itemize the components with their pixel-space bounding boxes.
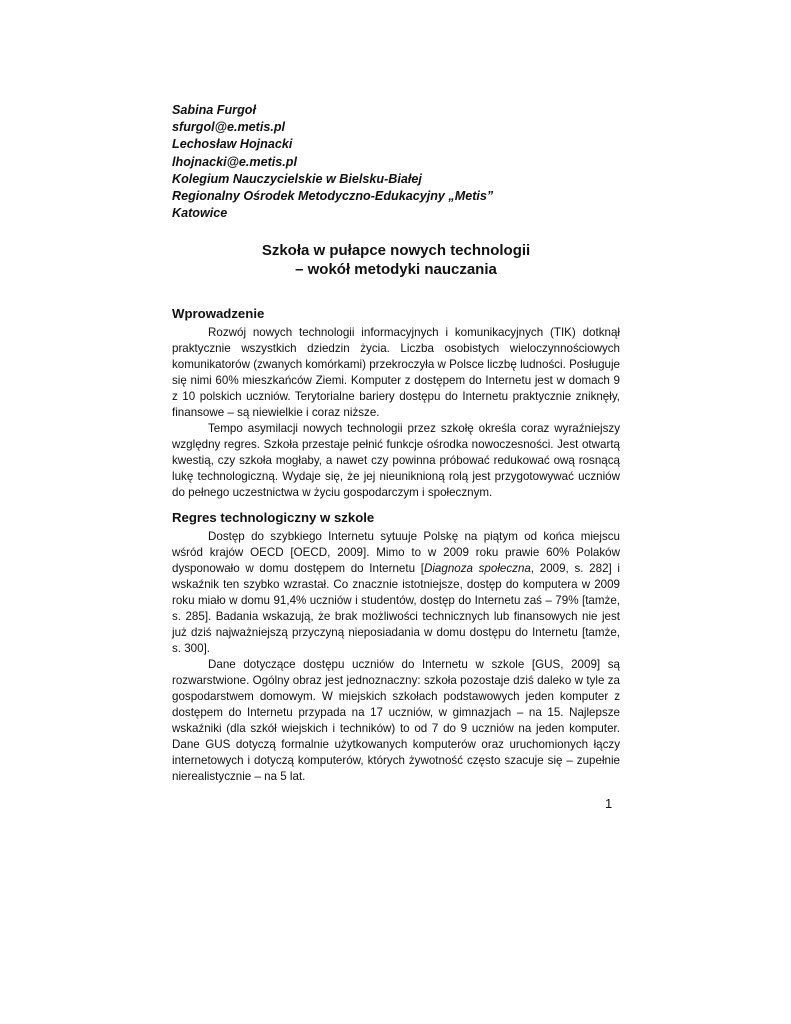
paragraph <box>172 529 620 657</box>
author-email: lhojnacki@e.metis.pl <box>172 154 297 169</box>
title-line-2: – wokół metodyki nauczania <box>295 261 497 279</box>
paragraph-text: Dostęp do szybkiego Internetu sytuuje Polskę na piątym od końca miejscu wśród krajów OECD [OECD, 2009]. Mimo to w 2009 roku prawie 60% Polaków dysponowało w domu dostępem do Internetu [ <box>172 530 620 576</box>
title-line-1: Szkoła w pułapce nowych technologii <box>261 242 531 260</box>
affiliation: Kolegium Nauczycielskie w Bielsku-Białej <box>172 171 422 186</box>
section-heading-regres: Regres technologiczny w szkole <box>172 510 375 526</box>
paragraph-text: , 2009, s. 282] i wskaźnik ten szybko wzrastał. Co znacznie istotniejsze, dostęp do komputera w 2009 roku miało w domu 91,4% uczniów i studentów, dostęp do Internetu zaś – 79% [tamże, s. 285]. Badania wskazują, że brak możliwości technicznych lub finansowych nie jest już dziś najważniejszą przyczyną nieposiadania w domu dostępu do Internetu [tamże, s. 300]. <box>172 562 620 656</box>
paragraph: Tempo asymilacji nowych technologii przez szkołę określa coraz wyraźniejszy względny regres. Szkoła przestaje pełnić funkcje ośrodka nowoczesności. Jest otwartą kwestią, czy szkoła mogłaby, a nawet czy powinna próbować redukować ową rosnącą lukę technologiczną. Wydaje się, że jej nieuniknioną rolą jest przygotowywać uczniów do pełnego uczestnictwa w życiu gospodarczym i społecznym. <box>172 422 620 500</box>
citation-title: Diagnoza społeczna <box>423 562 531 576</box>
section-heading-introduction: Wprowadzenie <box>172 306 265 322</box>
author-block <box>172 102 620 222</box>
paragraph: Rozwój nowych technologii informacyjnych i komunikacyjnych (TIK) dotknął praktycznie wszystkich dziedzin życia. Liczba osobistych wieloczynnościowych komunikatorów (zwanych komórkami) przekroczyła w Polsce liczbę ludności. Posługuje się nimi 60% mieszkańców Ziemi. Komputer z dostępem do Internetu jest w domach 9 z 10 polskich uczniów. Terytorialne bariery dostępu do Internetu praktycznie zniknęły, finansowe – są niewielkie i coraz niższe. <box>172 326 620 420</box>
paragraph: Dane dotyczące dostępu uczniów do Internetu w szkole [GUS, 2009] są rozwarstwione. Ogólny obraz jest jednoznaczny: szkoła pozostaje dziś daleko w tyle za gospodarstwem domowym. W miejskich szkołach podstawowych jeden komputer z dostępem do Internetu przypada na 17 uczniów, w gimnazjach – na 15. Najlepsze wskaźniki (dla szkół wiejskich i techników) to od 7 do 9 uczniów na jeden komputer. Dane GUS dotyczą formalnie użytkowanych komputerów oraz uruchomionych łączy internetowych i dotyczą komputerów, których żywotność często szacuje się – zupełnie nierealistycznie – na 5 lat. <box>172 658 620 784</box>
affiliation: Regionalny Ośrodek Metodyczno-Edukacyjny „Metis” <box>172 189 494 204</box>
document-title <box>172 241 620 279</box>
author-name: Lechosław Hojnacki <box>172 137 293 152</box>
document-page <box>172 102 620 785</box>
affiliation-city: Katowice <box>172 206 228 221</box>
author-name: Sabina Furgoł <box>172 103 256 117</box>
author-email: sfurgol@e.metis.pl <box>172 120 286 135</box>
page-number: 1 <box>605 796 613 811</box>
